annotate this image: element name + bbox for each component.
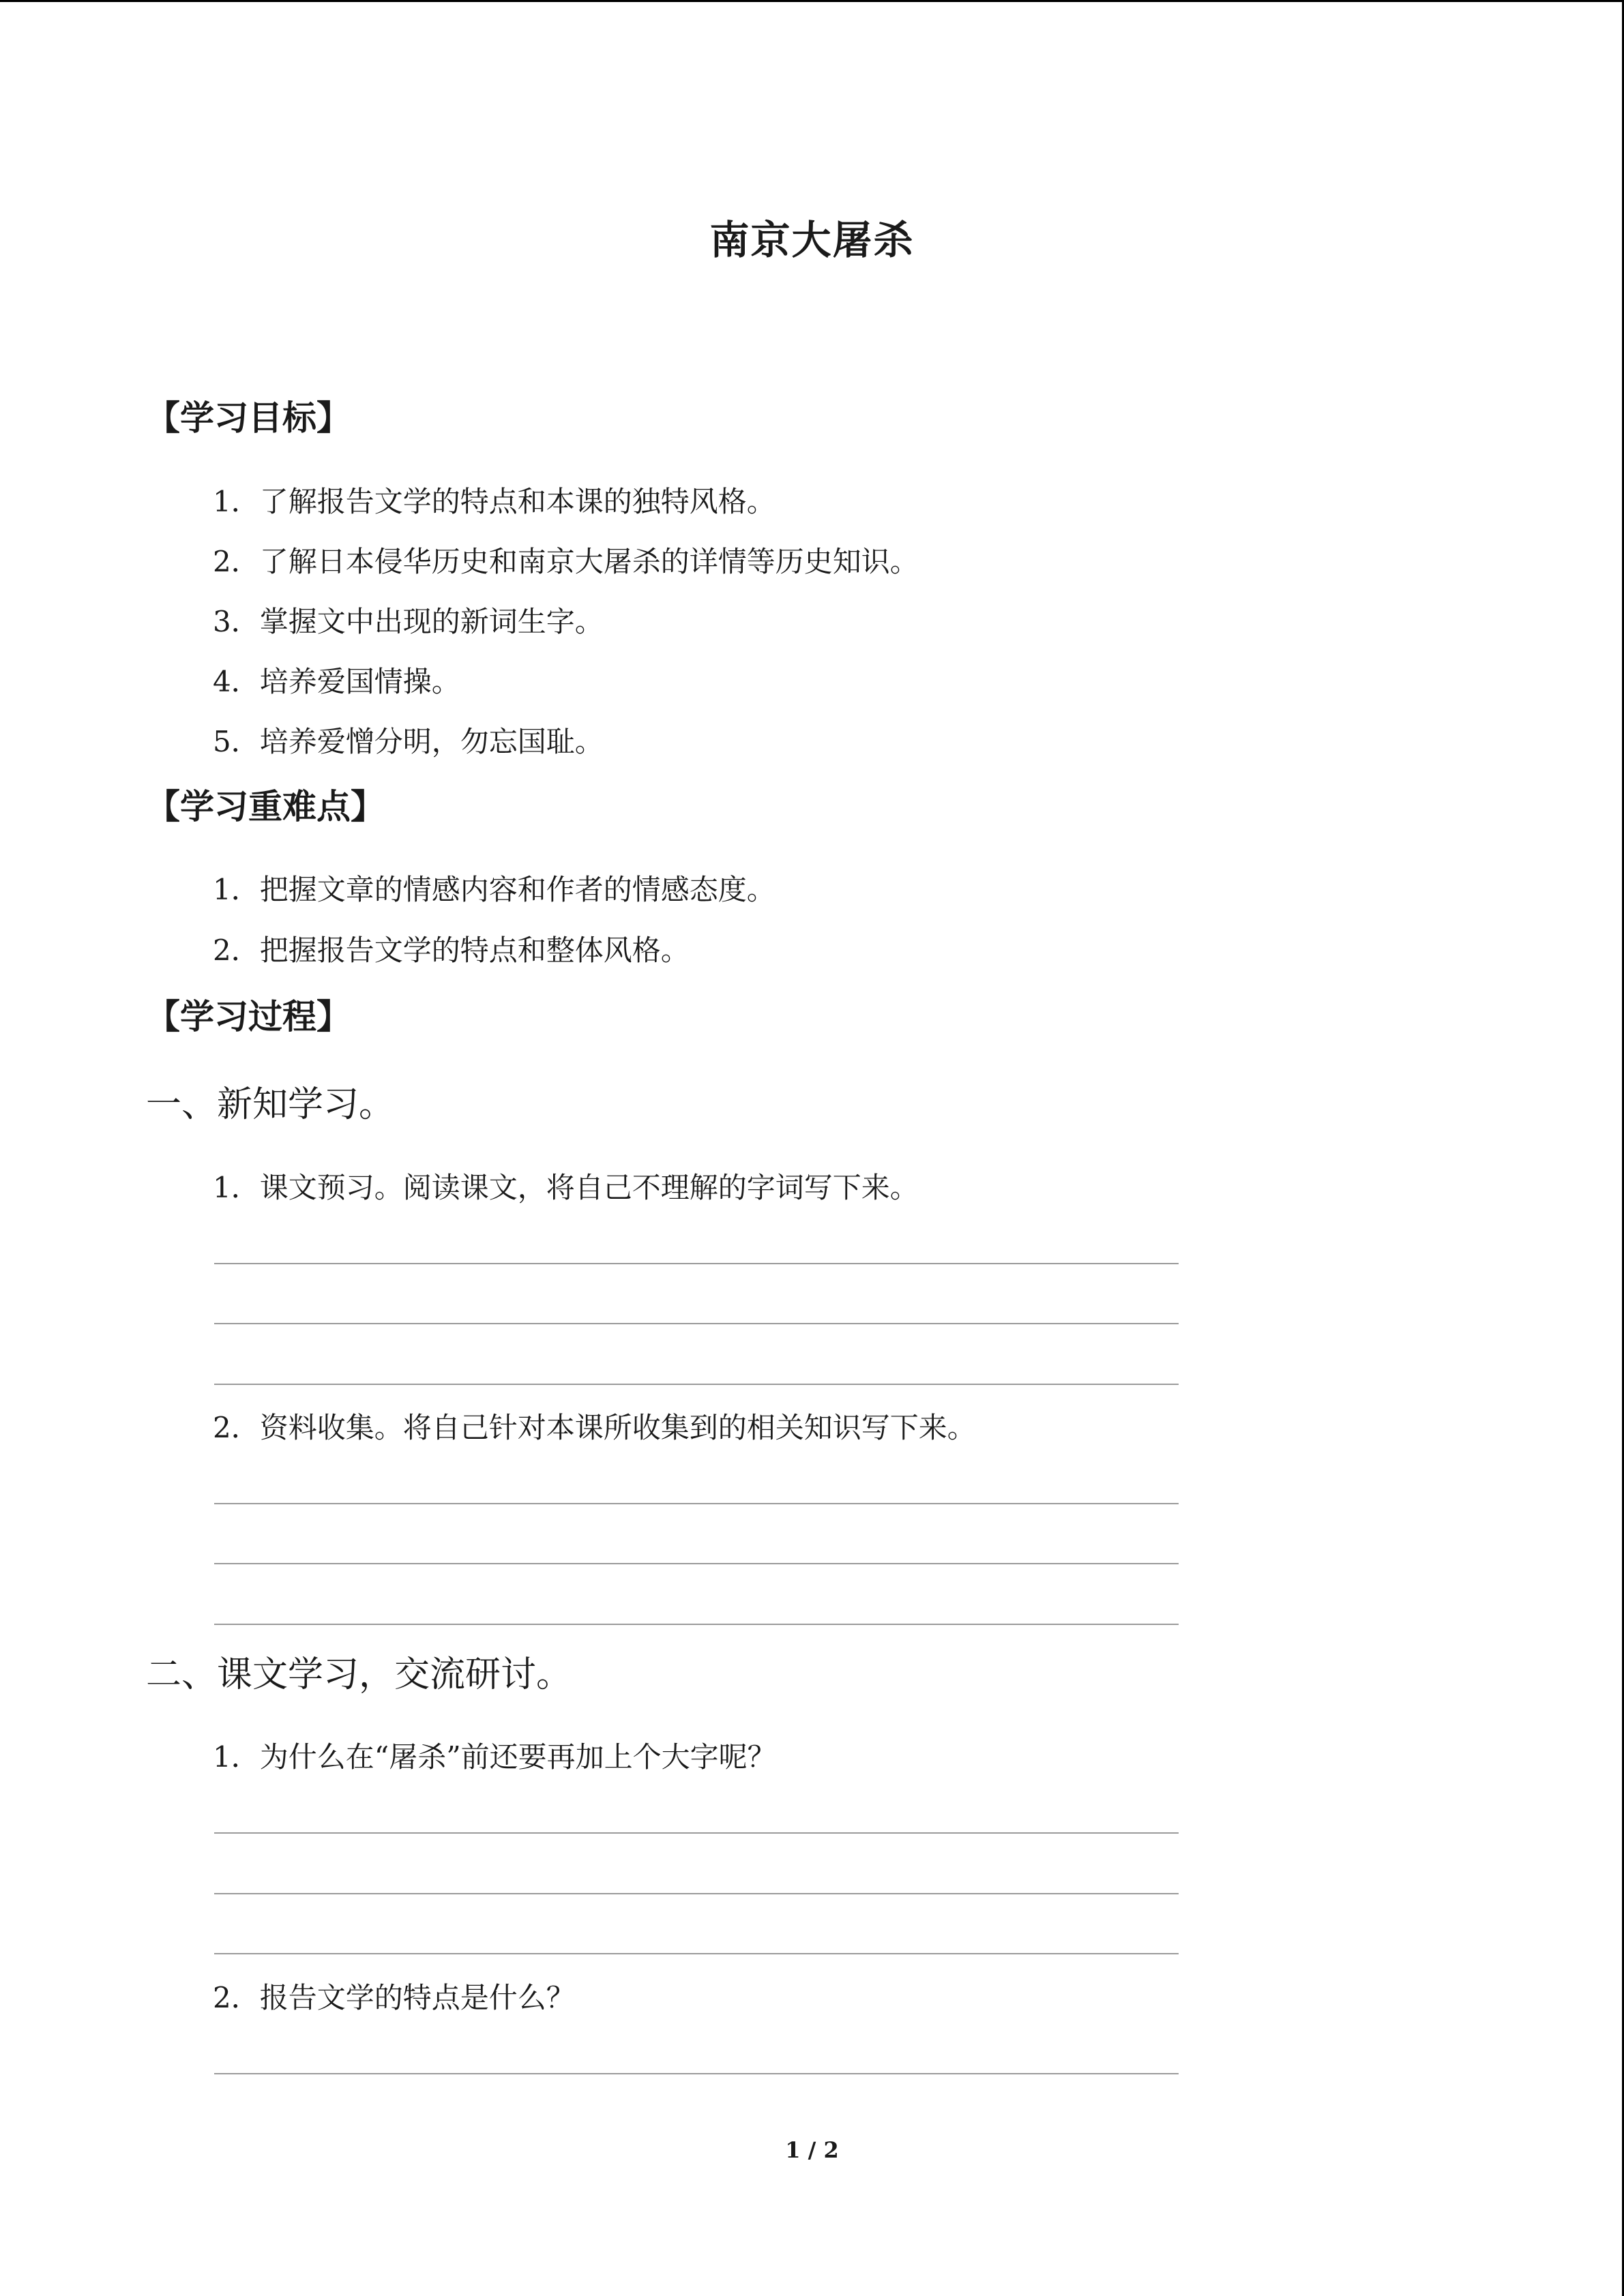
answer-line [214, 1624, 1179, 1625]
answer-line [214, 1503, 1179, 1504]
answer-line [214, 1384, 1179, 1385]
section-heading-key-points: 【学习重难点】 [146, 787, 385, 826]
objective-item-4: 4．培养爱国情操。 [213, 665, 460, 698]
part-heading-new-knowledge: 一、新知学习。 [146, 1084, 395, 1125]
process-part1-item-2: 2．资料收集。将自己针对本课所收集到的相关知识写下来。 [213, 1411, 976, 1444]
section-heading-process: 【学习过程】 [146, 997, 351, 1037]
objective-item-2: 2．了解日本侵华历史和南京大屠杀的详情等历史知识。 [213, 545, 919, 578]
part-heading-text-study: 二、课文学习，交流研讨。 [146, 1654, 572, 1695]
answer-line [214, 1953, 1179, 1954]
key-point-item-2: 2．把握报告文学的特点和整体风格。 [213, 934, 690, 967]
page-number: 1 / 2 [785, 2137, 839, 2163]
answer-line [214, 1893, 1179, 1894]
key-point-item-1: 1．把握文章的情感内容和作者的情感态度。 [213, 873, 776, 906]
answer-line [214, 1563, 1179, 1564]
process-part2-item-2: 2．报告文学的特点是什么？ [213, 1981, 575, 2014]
process-part1-item-1: 1．课文预习。阅读课文，将自己不理解的字词写下来。 [213, 1171, 919, 1204]
answer-line [214, 2073, 1179, 2074]
answer-line [214, 1263, 1179, 1264]
objective-item-5: 5．培养爱憎分明，勿忘国耻。 [213, 725, 604, 758]
answer-line [214, 1323, 1179, 1324]
objective-item-3: 3．掌握文中出现的新词生字。 [213, 605, 604, 638]
answer-line [214, 1832, 1179, 1834]
page-title: 南京大屠杀 [709, 217, 915, 263]
objective-item-1: 1．了解报告文学的特点和本课的独特风格。 [213, 485, 776, 518]
section-heading-objectives: 【学习目标】 [146, 398, 351, 438]
page-border-top [0, 0, 1624, 2]
process-part2-item-1: 1．为什么在“屠杀”前还要再加上个大字呢？ [213, 1740, 776, 1774]
